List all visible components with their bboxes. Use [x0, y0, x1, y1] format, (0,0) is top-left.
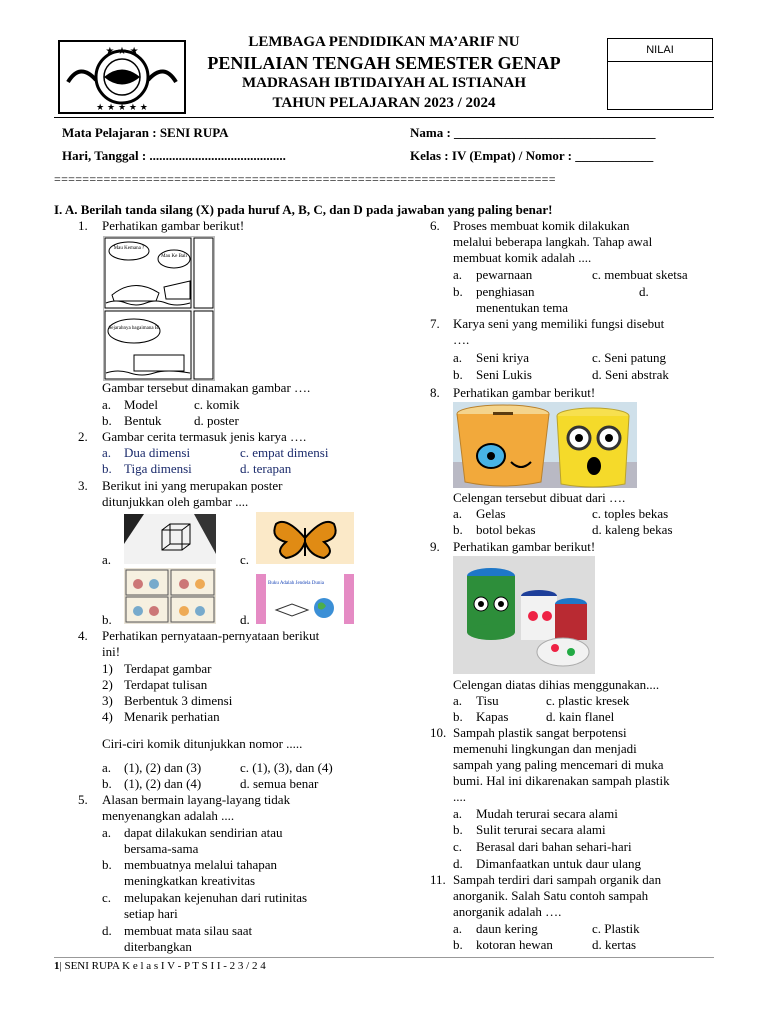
q1-option-a-label[interactable]: a.: [102, 397, 112, 412]
q1-option-b[interactable]: Bentuk: [124, 413, 162, 428]
q2-option-a-label[interactable]: a.: [102, 445, 112, 460]
comic-image: [103, 236, 215, 381]
comic-strip-image[interactable]: [124, 568, 216, 624]
q4-line-2: ini!: [102, 644, 121, 659]
q11-option-b-label[interactable]: b.: [453, 937, 463, 952]
q9-number: 9.: [430, 539, 440, 554]
q10-option-c-label[interactable]: c.: [453, 839, 463, 854]
reading-poster-image[interactable]: [256, 574, 354, 624]
q8-text: Perhatikan gambar berikut!: [453, 385, 596, 400]
q4-item-1-num: 1): [102, 661, 113, 676]
q10-option-a-label[interactable]: a.: [453, 806, 463, 821]
q10-line-5: ....: [453, 789, 466, 804]
q8-option-c[interactable]: c. toples bekas: [592, 506, 669, 521]
page-number: 1: [54, 960, 60, 972]
q4-option-a[interactable]: (1), (2) dan (3): [124, 760, 202, 775]
q3-option-b-label[interactable]: b.: [102, 612, 112, 627]
q6-option-a[interactable]: pewarnaan: [476, 267, 533, 282]
q5-option-c-line-2[interactable]: setiap hari: [124, 906, 178, 921]
q9-option-a[interactable]: Tisu: [476, 693, 499, 708]
q6-option-b-label[interactable]: b.: [453, 284, 463, 299]
q9-option-d[interactable]: d. kain flanel: [546, 709, 615, 724]
q7-option-a[interactable]: Seni kriya: [476, 350, 530, 365]
header-line-2: PENILAIAN TENGAH SEMESTER GENAP: [207, 53, 561, 73]
q9-caption: Celengan diatas dihias menggunakan....: [453, 677, 660, 692]
q11-option-c[interactable]: c. Plastik: [592, 921, 640, 936]
q2-option-b-label[interactable]: b.: [102, 461, 112, 476]
q3-option-c-label[interactable]: c.: [240, 552, 250, 567]
score-box: [607, 38, 713, 110]
q9-text: Perhatikan gambar berikut!: [453, 539, 596, 554]
q5-option-c-line-1[interactable]: melupakan kejenuhan dari rutinitas: [124, 890, 308, 905]
q6-option-d[interactable]: menentukan tema: [476, 300, 569, 315]
q6-line-2: melalui beberapa langkah. Tahap awal: [453, 234, 653, 249]
q10-option-b[interactable]: Sulit terurai secara alami: [476, 822, 606, 837]
separator-line: =======================================================================: [54, 172, 556, 186]
q8-caption: Celengan tersebut dibuat dari ….: [453, 490, 626, 505]
q9-option-b[interactable]: Kapas: [476, 709, 509, 724]
q7-option-d[interactable]: d. Seni abstrak: [592, 367, 669, 382]
q10-line-4: bumi. Hal ini dikarenakan sampah plastik: [453, 773, 670, 788]
header-line-4: TAHUN PELAJARAN 2023 / 2024: [272, 95, 496, 111]
q6-option-d-label[interactable]: d.: [639, 284, 649, 299]
header-rule: [54, 117, 714, 118]
q2-option-b[interactable]: Tiga dimensi: [124, 461, 192, 476]
q4-option-c[interactable]: c. (1), (3), dan (4): [240, 760, 333, 775]
q10-line-2: memenuhi lingkungan dan menjadi: [453, 741, 637, 756]
flannel-piggybank-image: [453, 556, 595, 674]
q3-option-a-label[interactable]: a.: [102, 552, 112, 567]
q8-option-a[interactable]: Gelas: [476, 506, 506, 521]
q2-text: Gambar cerita termasuk jenis karya ….: [102, 429, 307, 444]
q6-number: 6.: [430, 218, 440, 233]
q11-line-1: Sampah terdiri dari sampah organik dan: [453, 872, 662, 887]
q1-option-a[interactable]: Model: [124, 397, 158, 412]
q3-option-d-label[interactable]: d.: [240, 612, 250, 627]
section-instruction: I. A. Berilah tanda silang (X) pada huruf A, B, C, dan D pada jawaban yang paling benar!: [54, 202, 553, 217]
q8-option-b-label[interactable]: b.: [453, 522, 463, 537]
q10-line-1: Sampah plastik sangat berpotensi: [453, 725, 627, 740]
q5-option-a-label[interactable]: a.: [102, 825, 112, 840]
q1-caption: Gambar tersebut dinamakan gambar ….: [102, 380, 311, 395]
q7-line-2: ….: [453, 332, 470, 347]
svg-text:★ ★ ★ ★ ★: ★ ★ ★ ★ ★: [96, 103, 148, 112]
q4-option-a-label[interactable]: a.: [102, 760, 112, 775]
q2-option-a[interactable]: Dua dimensi: [124, 445, 191, 460]
q5-option-c-label[interactable]: c.: [102, 890, 112, 905]
q8-option-d[interactable]: d. kaleng bekas: [592, 522, 673, 537]
q11-option-b[interactable]: kotoran hewan: [476, 937, 553, 952]
q9-option-c[interactable]: c. plastic kresek: [546, 693, 630, 708]
q7-line-1: Karya seni yang memiliki fungsi disebut: [453, 316, 665, 331]
q4-ask: Ciri-ciri komik ditunjukkan nomor .....: [102, 736, 303, 751]
q8-number: 8.: [430, 385, 440, 400]
q11-line-3: anorganik adalah ….: [453, 904, 562, 919]
q6-line-1: Proses membuat komik dilakukan: [453, 218, 630, 233]
class-field[interactable]: Kelas : IV (Empat) / Nomor : ____________: [410, 148, 654, 163]
q10-line-3: sampah yang paling mencemari di muka: [453, 757, 664, 772]
butterfly-image[interactable]: [256, 512, 354, 564]
q6-line-3: membuat komik adalah ....: [453, 250, 592, 265]
q6-option-b[interactable]: penghiasan: [476, 284, 535, 299]
q1-option-d[interactable]: d. poster: [194, 413, 239, 428]
q5-option-a-line-2[interactable]: bersama-sama: [124, 841, 199, 856]
q1-option-c[interactable]: c. komik: [194, 397, 240, 412]
q7-option-a-label[interactable]: a.: [453, 350, 463, 365]
q4-item-2-num: 2): [102, 677, 113, 692]
q9-option-b-label[interactable]: b.: [453, 709, 463, 724]
svg-text:★ ★ ★: ★ ★ ★: [105, 46, 139, 57]
q6-option-a-label[interactable]: a.: [453, 267, 463, 282]
q10-option-a[interactable]: Mudah terurai secara alami: [476, 806, 618, 821]
date-field[interactable]: Hari, Tanggal : ..........................................: [62, 148, 286, 163]
q4-option-b[interactable]: (1), (2) dan (4): [124, 776, 202, 791]
q4-item-4-num: 4): [102, 709, 113, 724]
q5-option-b-line-1[interactable]: membuatnya melalui tahapan: [124, 857, 278, 872]
subject-field: Mata Pelajaran : SENI RUPA: [62, 125, 229, 140]
q2-option-d[interactable]: d. terapan: [240, 461, 292, 476]
q11-line-2: anorganik. Salah Satu contoh sampah: [453, 888, 649, 903]
q10-option-b-label[interactable]: b.: [453, 822, 463, 837]
q1-text: Perhatikan gambar berikut!: [102, 218, 245, 233]
q5-option-b-line-2[interactable]: meningkatkan kreativitas: [124, 873, 256, 888]
q4-item-4: Menarik perhatian: [124, 709, 220, 724]
q4-option-b-label[interactable]: b.: [102, 776, 112, 791]
q4-item-1: Terdapat gambar: [124, 661, 212, 676]
q3-line-1: Berikut ini yang merupakan poster: [102, 478, 283, 493]
q7-option-b-label[interactable]: b.: [453, 367, 463, 382]
q5-option-d-label[interactable]: d.: [102, 923, 112, 938]
q4-line-1: Perhatikan pernyataan-pernyataan berikut: [102, 628, 320, 643]
q3-line-2: ditunjukkan oleh gambar ....: [102, 494, 249, 509]
q5-option-d-line-2[interactable]: diterbangkan: [124, 939, 192, 954]
bubble-1: Mau Kemana ?: [113, 246, 145, 251]
footer-text: | SENI RUPA K e l a s I V - P T S I I - 2 3 / 2 4: [59, 960, 266, 972]
header-line-1: LEMBAGA PENDIDIKAN MA’ARIF NU: [248, 34, 520, 50]
q1-number: 1.: [78, 218, 88, 233]
q7-option-c[interactable]: c. Seni patung: [592, 350, 667, 365]
q11-number: 11.: [430, 872, 446, 887]
cube-sketch-image[interactable]: [124, 514, 216, 564]
q10-number: 10.: [430, 725, 447, 740]
q2-number: 2.: [78, 429, 88, 444]
q4-item-3: Berbentuk 3 dimensi: [124, 693, 233, 708]
footer-rule: [54, 957, 714, 958]
name-field[interactable]: Nama : _______________________________: [410, 125, 656, 140]
q5-option-a-line-1[interactable]: dapat dilakukan sendirian atau: [124, 825, 283, 840]
q4-option-d[interactable]: d. semua benar: [240, 776, 319, 791]
q1-option-b-label[interactable]: b.: [102, 413, 112, 428]
bubble-2: Mau Ke Bali: [161, 254, 187, 259]
q9-option-a-label[interactable]: a.: [453, 693, 463, 708]
q8-option-b[interactable]: botol bekas: [476, 522, 536, 537]
q10-option-c[interactable]: Berasal dari bahan sehari-hari: [476, 839, 632, 854]
q5-option-d-line-1[interactable]: membuat mata silau saat: [124, 923, 253, 938]
q11-option-a[interactable]: daun kering: [476, 921, 538, 936]
q2-option-c[interactable]: c. empat dimensi: [240, 445, 329, 460]
q7-option-b[interactable]: Seni Lukis: [476, 367, 532, 382]
q4-item-3-num: 3): [102, 693, 113, 708]
q10-option-d[interactable]: Dimanfaatkan untuk daur ulang: [476, 856, 641, 871]
q7-number: 7.: [430, 316, 440, 331]
header-line-3: MADRASAH IBTIDAIYAH AL ISTIANAH: [241, 75, 527, 91]
q11-option-a-label[interactable]: a.: [453, 921, 463, 936]
q5-number: 5.: [78, 792, 88, 807]
q10-option-d-label[interactable]: d.: [453, 856, 463, 871]
q5-line-2: menyenangkan adalah ....: [102, 808, 235, 823]
q11-option-d[interactable]: d. kertas: [592, 937, 637, 952]
q4-item-2: Terdapat tulisan: [124, 677, 208, 692]
score-label: NILAI: [608, 39, 712, 62]
q3-number: 3.: [78, 478, 88, 493]
q5-line-1: Alasan bermain layang-layang tidak: [102, 792, 291, 807]
bubble-3: Sejarahnya bagaimana Bi: [108, 326, 160, 331]
q8-option-a-label[interactable]: a.: [453, 506, 463, 521]
poster-text: Buku Adalah Jendela Dunia: [268, 581, 324, 586]
can-piggybank-image: [453, 402, 637, 488]
q6-option-c[interactable]: c. membuat sketsa: [592, 267, 688, 282]
q5-option-b-label[interactable]: b.: [102, 857, 112, 872]
q4-number: 4.: [78, 628, 88, 643]
footer: [54, 960, 266, 972]
